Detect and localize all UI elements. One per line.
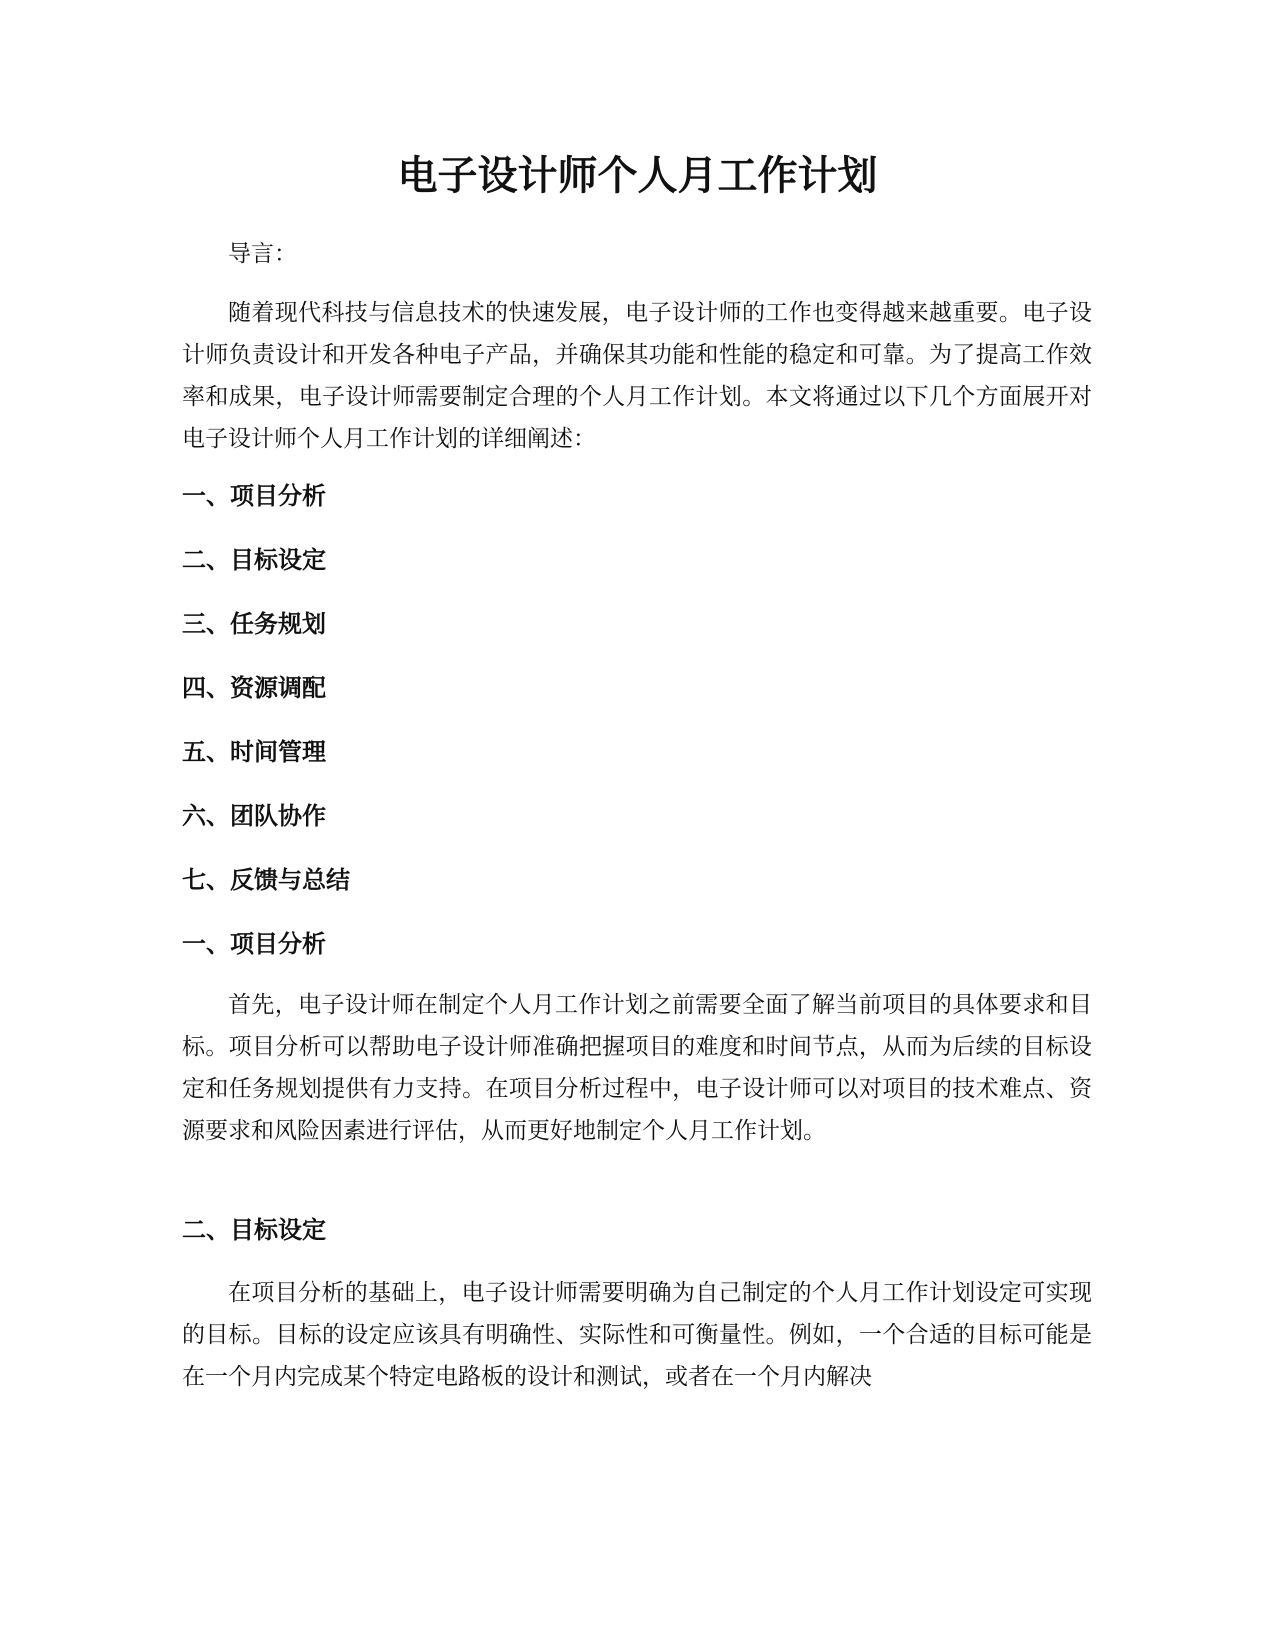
intro-paragraph: 随着现代科技与信息技术的快速发展，电子设计师的工作也变得越来越重要。电子设计师负责设计和开发各种电子产品，并确保其功能和性能的稳定和可靠。为了提高工作效率和成果，电子设计师需要制定合理的个人月工作计划。本文将通过以下几个方面展开对电子设计师个人月工作计划的详细阐述： [182,300,1092,452]
document-title: 电子设计师个人月工作计划 [397,153,878,199]
intro-label: 导言： [228,241,297,267]
section-paragraph-project-analysis: 首先，电子设计师在制定个人月工作计划之前需要全面了解当前项目的具体要求和目标。项目分析可以帮助电子设计师准确把握项目的难度和时间节点，从而为后续的目标设定和任务规划提供有力支持。在项目分析过程中，电子设计师可以对项目的技术难点、资源要求和风险因素进行评估，从而更好地制定个人月工作计划。 [182,992,1092,1144]
outline-item-7: 七、反馈与总结 [182,866,350,894]
section-heading-goal-setting: 二、目标设定 [182,1216,326,1244]
outline-item-6: 六、团队协作 [182,802,326,830]
outline-item-4: 四、资源调配 [182,674,326,702]
outline-item-1: 一、项目分析 [182,482,326,510]
section-heading-project-analysis: 一、项目分析 [182,930,326,958]
outline-item-3: 三、任务规划 [182,610,326,638]
section-paragraph-goal-setting: 在项目分析的基础上，电子设计师需要明确为自己制定的个人月工作计划设定可实现的目标。目标的设定应该具有明确性、实际性和可衡量性。例如，一个合适的目标可能是在一个月内完成某个特定电路板的设计和测试，或者在一个月内解决 [182,1280,1092,1390]
outline-item-5: 五、时间管理 [182,738,326,766]
outline-item-2: 二、目标设定 [182,546,326,574]
